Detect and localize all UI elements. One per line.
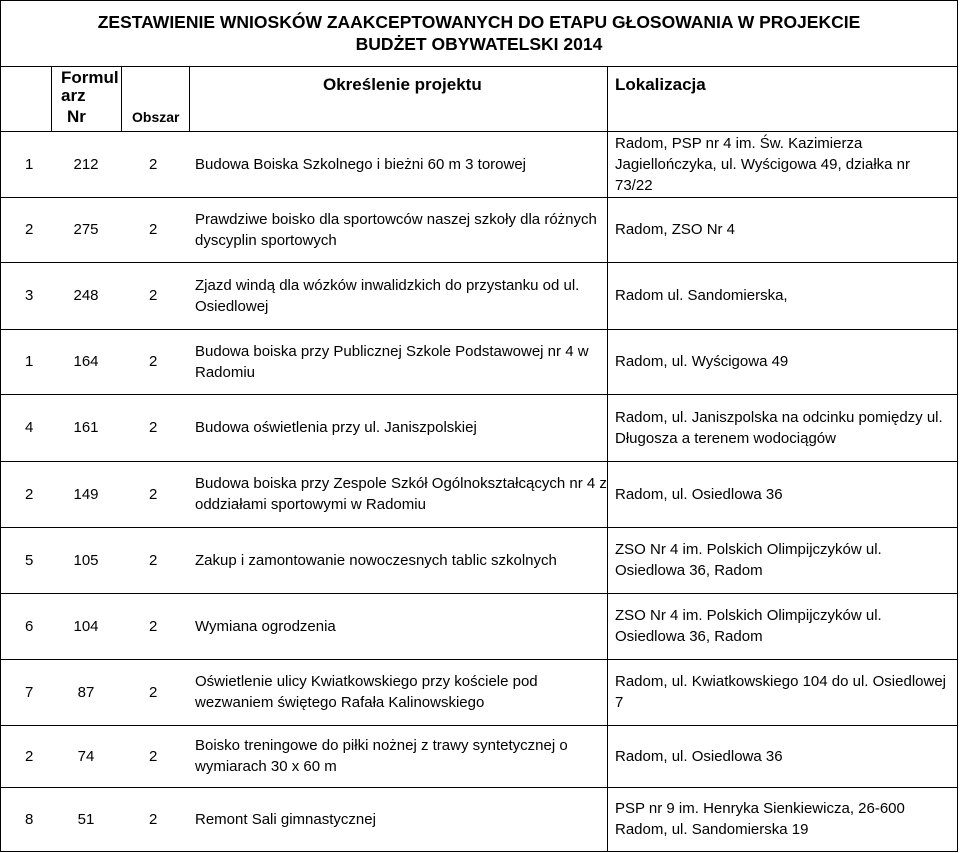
title-line-2: BUDŻET OBYWATELSKI 2014 — [355, 34, 603, 54]
row-lokalizacja: Radom, PSP nr 4 im. Św. Kazimierza Jagiellończyka, ul. Wyścigowa 49, działka nr 73/22 — [615, 134, 910, 194]
row-index: 1 — [25, 353, 34, 370]
table-row — [1, 329, 957, 394]
title-line-1: ZESTAWIENIE WNIOSKÓW ZAAKCEPTOWANYCH DO ETAPU GŁOSOWANIA W PROJEKCIE — [97, 12, 861, 32]
table-row — [1, 461, 957, 527]
row-projekt: Budowa oświetlenia przy ul. Janiszpolskiej — [195, 419, 477, 436]
row-projekt: Oświetlenie ulicy Kwiatkowskiego przy kościele pod wezwaniem świętego Rafała Kalinowskiego — [195, 673, 538, 711]
table-row — [1, 527, 957, 593]
row-nr: 248 — [73, 287, 99, 304]
row-obszar: 2 — [149, 747, 158, 765]
row-obszar: 2 — [149, 551, 158, 569]
table-row — [1, 262, 957, 329]
table-row — [1, 725, 957, 787]
header-formularz — [61, 68, 121, 105]
header-okreslenie-projektu: Określenie projektu — [323, 75, 482, 94]
row-projekt: Zjazd windą dla wózków inwalidzkich do przystanku od ul. Osiedlowej — [195, 276, 580, 315]
row-lokalizacja: Radom, ul. Kwiatkowskiego 104 do ul. Osiedlowej 7 — [615, 673, 947, 711]
row-nr: 149 — [73, 485, 99, 503]
header-formularz-line-2: arz — [61, 86, 86, 105]
table-row — [1, 197, 957, 262]
document-title — [1, 1, 957, 67]
column-divider-left — [51, 67, 52, 131]
row-projekt: Prawdziwe boisko dla sportowców naszej szkoły dla różnych dyscyplin sportowych — [195, 210, 597, 249]
row-lokalizacja: Radom, ul. Janiszpolska na odcinku pomiędzy ul. Długosza a terenem wodociągów — [615, 408, 943, 447]
row-lokalizacja: PSP nr 9 im. Henryka Sienkiewicza, 26-600 Radom, ul. Sandomierska 19 — [615, 800, 905, 838]
row-projekt: Budowa boiska przy Publicznej Szkole Podstawowej nr 4 w Radomiu — [195, 342, 589, 381]
row-lokalizacja: ZSO Nr 4 im. Polskich Olimpijczyków ul. Osiedlowa 36, Radom — [615, 541, 882, 579]
row-nr: 164 — [73, 353, 99, 370]
row-obszar: 2 — [149, 155, 158, 173]
row-nr: 275 — [73, 221, 99, 238]
row-index: 7 — [25, 683, 34, 701]
row-projekt: Wymiana ogrodzenia — [195, 617, 336, 635]
row-index: 6 — [25, 617, 34, 635]
row-obszar: 2 — [149, 810, 158, 828]
row-projekt: Boisko treningowe do piłki nożnej z trawy syntetycznej o wymiarach 30 x 60 m — [195, 737, 568, 775]
row-nr: 212 — [73, 155, 99, 173]
row-nr: 51 — [77, 810, 95, 828]
row-index: 2 — [25, 221, 34, 238]
table-row — [1, 787, 957, 851]
header-obszar: Obszar — [132, 109, 180, 125]
row-index: 4 — [25, 419, 34, 436]
row-projekt: Zakup i zamontowanie nowoczesnych tablic szkolnych — [195, 551, 557, 569]
row-nr: 161 — [73, 419, 99, 436]
table-row — [1, 593, 957, 659]
row-obszar: 2 — [149, 419, 158, 436]
column-divider-projekt — [189, 67, 190, 131]
row-nr: 105 — [73, 551, 99, 569]
row-lokalizacja: Radom, ul. Wyścigowa 49 — [615, 353, 789, 370]
table-row — [1, 659, 957, 725]
row-obszar: 2 — [149, 353, 158, 370]
table-row — [1, 394, 957, 461]
row-index: 1 — [25, 155, 34, 173]
row-lokalizacja: Radom ul. Sandomierska, — [615, 287, 788, 304]
header-lokalizacja: Lokalizacja — [615, 75, 706, 94]
row-index: 2 — [25, 485, 34, 503]
row-index: 2 — [25, 747, 34, 765]
column-divider-obszar — [121, 67, 122, 131]
row-lokalizacja: Radom, ZSO Nr 4 — [615, 221, 736, 238]
row-projekt: Budowa boiska przy Zespole Szkół Ogólnokształcących nr 4 z oddziałami sportowymi w Radomiu — [195, 475, 607, 513]
row-obszar: 2 — [149, 485, 158, 503]
row-obszar: 2 — [149, 221, 158, 238]
header-formularz-line-1: Formul — [61, 68, 119, 87]
row-projekt: Remont Sali gimnastycznej — [195, 810, 376, 828]
row-index: 5 — [25, 551, 34, 569]
row-nr: 74 — [77, 747, 95, 765]
row-projekt: Budowa Boiska Szkolnego i bieżni 60 m 3 torowej — [195, 155, 527, 173]
row-obszar: 2 — [149, 287, 158, 304]
row-index: 8 — [25, 810, 34, 828]
row-lokalizacja: Radom, ul. Osiedlowa 36 — [615, 747, 783, 765]
row-obszar: 2 — [149, 617, 158, 635]
header-nr: Nr — [67, 107, 86, 126]
row-lokalizacja: ZSO Nr 4 im. Polskich Olimpijczyków ul. Osiedlowa 36, Radom — [615, 607, 882, 645]
row-index: 3 — [25, 287, 34, 304]
row-lokalizacja: Radom, ul. Osiedlowa 36 — [615, 485, 783, 503]
row-nr: 87 — [77, 683, 95, 701]
table-row — [1, 131, 957, 197]
row-nr: 104 — [73, 617, 99, 635]
row-obszar: 2 — [149, 683, 158, 701]
